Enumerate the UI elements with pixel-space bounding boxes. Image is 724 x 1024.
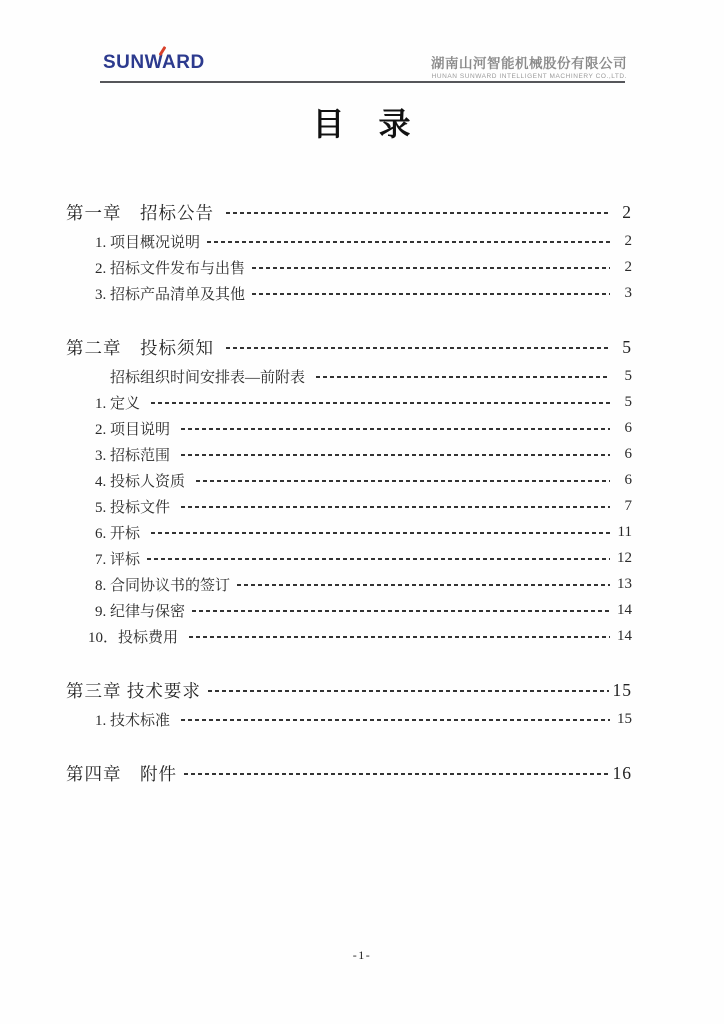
toc-entry[interactable] [66, 545, 632, 571]
toc-page-number: 5 [624, 367, 632, 384]
toc-entry[interactable] [66, 467, 632, 493]
toc-entry-label: 招标组织时间安排表—前附表 [110, 369, 309, 386]
page-title: 目 录 [312, 106, 412, 142]
sunward-logo-text: SUNWARD [103, 52, 205, 73]
toc-entry[interactable] [66, 674, 632, 706]
toc-entry-label: 2. 项目说明 [95, 421, 174, 438]
toc-dash-leader [316, 376, 610, 378]
toc-dash-leader [189, 636, 610, 638]
toc-page-number: 16 [612, 762, 632, 783]
toc-entry[interactable] [66, 597, 632, 623]
toc-entry[interactable] [66, 623, 632, 649]
toc-entry[interactable] [66, 415, 632, 441]
toc-page-number: 7 [624, 497, 632, 514]
toc-dash-leader [207, 241, 610, 243]
toc-dash-leader [208, 690, 609, 692]
company-header [431, 52, 627, 80]
header-divider [100, 81, 625, 83]
toc-entry[interactable] [66, 196, 632, 228]
toc-dash-leader [226, 347, 610, 349]
footer-page-number: -1- [352, 948, 372, 962]
toc-entry[interactable] [66, 363, 632, 389]
toc-dash-leader [192, 610, 610, 612]
toc-entry[interactable] [66, 331, 632, 363]
toc-entry-label: 第三章 技术要求 [66, 680, 201, 701]
sunward-logo [103, 53, 205, 72]
toc-entry-label: 4. 投标人资质 [95, 473, 189, 490]
toc-entry[interactable] [66, 757, 632, 789]
toc-page-number: 14 [617, 601, 632, 618]
toc-page-number: 5 [622, 336, 632, 357]
toc-page-number: 6 [624, 445, 632, 462]
toc-entry-label: 6. 开标 [95, 525, 144, 542]
toc-entry[interactable] [66, 519, 632, 545]
toc-dash-leader [252, 293, 610, 295]
toc-entry[interactable] [66, 389, 632, 415]
toc-entry-label: 3. 招标范围 [95, 447, 174, 464]
toc-entry-label: 1. 项目概况说明 [95, 234, 201, 251]
toc-page-number: 14 [617, 627, 632, 644]
toc-page-number: 6 [624, 419, 632, 436]
toc-entry[interactable] [66, 228, 632, 254]
toc-entry-label: 7. 评标 [95, 551, 141, 568]
toc-page-number: 3 [624, 284, 632, 301]
toc-page-number: 11 [617, 523, 632, 540]
toc-entry[interactable] [66, 571, 632, 597]
toc-page-number: 12 [617, 549, 632, 566]
toc-entry-label: 第一章 招标公告 [66, 202, 220, 223]
toc-entry-label: 1. 定义 [95, 395, 144, 412]
toc-dash-leader [181, 719, 610, 721]
toc-dash-leader [237, 584, 610, 586]
toc-page-number: 15 [617, 710, 632, 727]
company-name-en: HUNAN SUNWARD INTELLIGENT MACHINERY CO.,LTD. [431, 73, 627, 80]
toc-page-number: 2 [624, 258, 632, 275]
toc-entry[interactable] [66, 254, 632, 280]
toc-page-number: 15 [612, 679, 632, 700]
toc-entry-label: 10．投标费用 [88, 629, 182, 646]
toc-page-number: 2 [622, 201, 632, 222]
toc-page-number: 6 [624, 471, 632, 488]
toc-dash-leader [151, 402, 610, 404]
toc-dash-leader [181, 428, 610, 430]
toc-dash-leader [196, 480, 610, 482]
toc-entry-label: 1. 技术标准 [95, 712, 174, 729]
toc-list [66, 171, 632, 789]
toc-dash-leader [181, 506, 610, 508]
toc-dash-leader [181, 454, 610, 456]
toc-dash-leader [252, 267, 610, 269]
toc-entry[interactable] [66, 493, 632, 519]
company-name-cn: 湖南山河智能机械股份有限公司 [431, 56, 627, 71]
toc-dash-leader [226, 212, 610, 214]
toc-entry[interactable] [66, 441, 632, 467]
toc-entry[interactable] [66, 280, 632, 306]
toc-page-number: 13 [617, 575, 632, 592]
toc-entry-label: 5. 投标文件 [95, 499, 174, 516]
toc-entry-label: 8. 合同协议书的签订 [95, 577, 231, 594]
toc-page-number: 2 [624, 232, 632, 249]
toc-entry-label: 第四章 附件 [66, 763, 177, 784]
toc-entry-label: 9. 纪律与保密 [95, 603, 186, 620]
toc-dash-leader [151, 532, 610, 534]
toc-entry-label: 2. 招标文件发布与出售 [95, 260, 246, 277]
toc-dash-leader [147, 558, 610, 560]
toc-entry-label: 第二章 投标须知 [66, 337, 220, 358]
toc-dash-leader [184, 773, 609, 775]
toc-entry[interactable] [66, 706, 632, 732]
toc-page-number: 5 [624, 393, 632, 410]
toc-entry-label: 3. 招标产品清单及其他 [95, 286, 246, 303]
